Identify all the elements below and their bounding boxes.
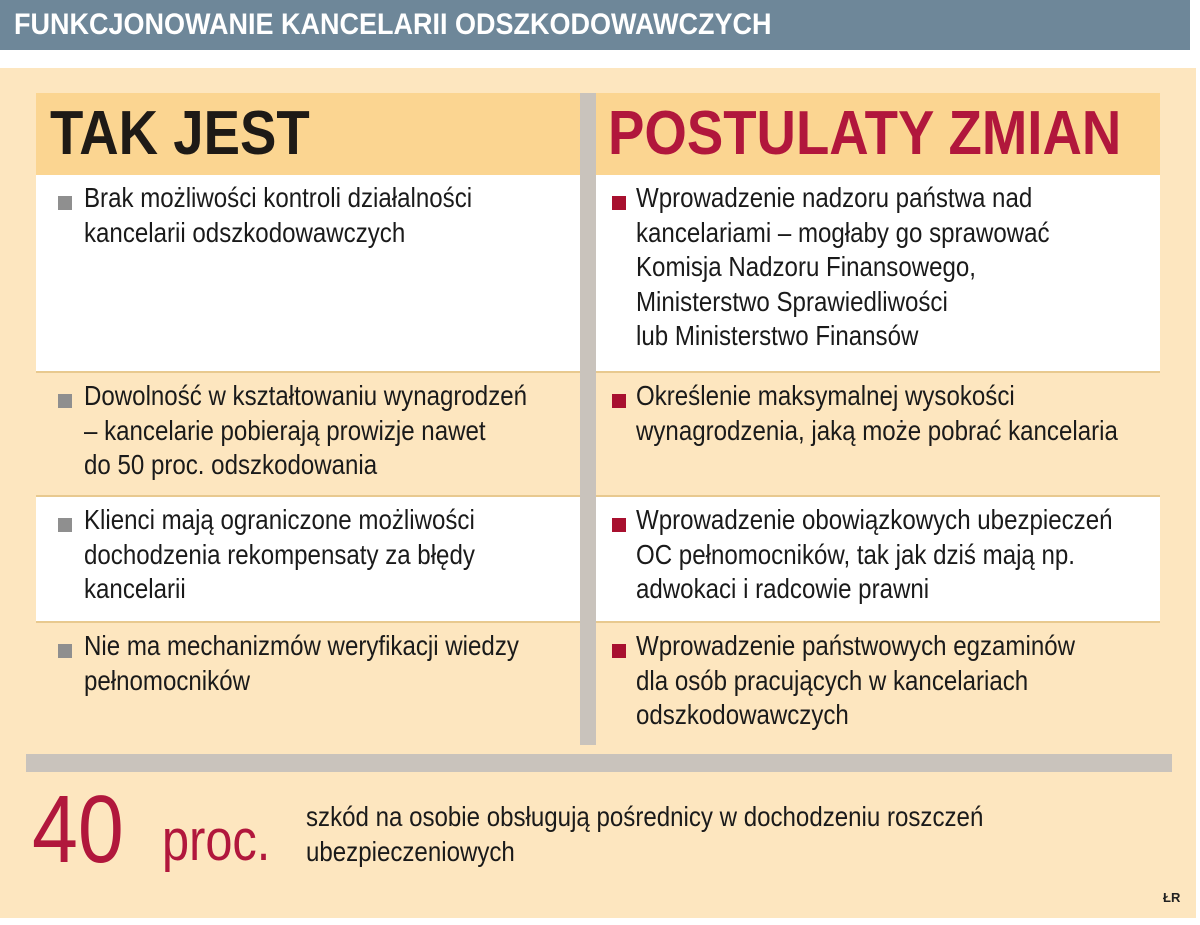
author-credit: ŁR <box>1163 890 1181 905</box>
heading-tak-jest: TAK JEST <box>50 99 310 168</box>
table-row <box>36 497 1160 621</box>
page-title: FUNKCJONOWANIE KANCELARII ODSZKODOWAWCZYCH <box>14 8 772 41</box>
red-bullet-icon <box>612 196 626 210</box>
column-divider <box>580 93 596 745</box>
gray-bullet-icon <box>58 518 72 532</box>
column-heading-right <box>596 93 1160 175</box>
current-state-cell <box>36 497 580 621</box>
gray-bullet-icon <box>58 196 72 210</box>
proposed-change-cell <box>596 497 1160 621</box>
red-bullet-icon <box>612 394 626 408</box>
table-row <box>36 175 1160 371</box>
proposed-change-text: Wprowadzenie obowiązkowych ubezpieczeń OC pełnomocników, tak jak dziś mają np. adwokaci i radcowie prawni <box>636 504 1113 604</box>
statistic-unit: proc. <box>162 808 271 873</box>
proposed-change-text: Określenie maksymalnej wysokości wynagrodzenia, jaką może pobrać kancelaria <box>636 380 1118 446</box>
gray-bullet-icon <box>58 644 72 658</box>
proposed-change-cell <box>596 373 1160 495</box>
red-bullet-icon <box>612 518 626 532</box>
red-bullet-icon <box>612 644 626 658</box>
statistic-description: szkód na osobie obsługują pośrednicy w dochodzeniu roszczeń ubezpieczeniowych <box>306 801 984 867</box>
table-row <box>36 623 1160 745</box>
proposed-change-text: Wprowadzenie państwowych egzaminów dla osób pracujących w kancelariach odszkodowawczych <box>636 630 1076 730</box>
proposed-change-cell <box>596 175 1160 371</box>
current-state-cell <box>36 175 580 371</box>
current-state-cell <box>36 373 580 495</box>
current-state-cell <box>36 623 580 745</box>
proposed-change-text: Wprowadzenie nadzoru państwa nad kancelariami – mogłaby go sprawować Komisja Nadzoru Finansowego, Ministerstwo Sprawiedliwości lub Ministerstwo Finansów <box>636 182 1050 351</box>
current-state-text: Brak możliwości kontroli działalności kancelarii odszkodowawczych <box>84 182 473 248</box>
title-bar <box>0 0 1190 53</box>
footer-divider-bar <box>26 754 1172 772</box>
current-state-text: Dowolność w kształtowaniu wynagrodzeń – kancelarie pobierają prowizje nawet do 50 proc. odszkodowania <box>84 380 528 480</box>
current-state-text: Klienci mają ograniczone możliwości dochodzenia rekompensaty za błędy kancelarii <box>84 504 475 604</box>
gray-bullet-icon <box>58 394 72 408</box>
column-heading-left <box>36 93 580 175</box>
heading-postulaty-zmian: POSTULATY ZMIAN <box>608 99 1122 168</box>
statistic-number: 40 <box>32 776 124 883</box>
current-state-text: Nie ma mechanizmów weryfikacji wiedzy pełnomocników <box>84 630 519 696</box>
comparison-table <box>36 93 1160 745</box>
proposed-change-cell <box>596 623 1160 745</box>
table-row <box>36 373 1160 495</box>
